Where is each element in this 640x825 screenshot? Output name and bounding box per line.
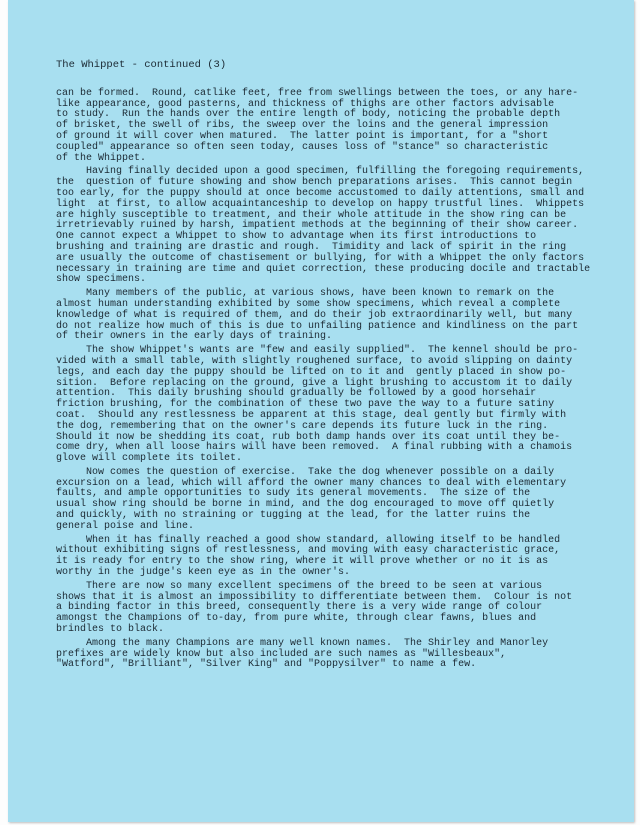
text-line: of ground it will cover when matured. The latter point is important, for a "short [56,130,549,142]
text-line: vided with a small table, with slightly roughened surface, to avoid slipping on dainty [56,355,573,367]
text-line: The show Whippet's wants are "few and easily supplied". The kennel should be pro- [56,345,579,357]
text-line: are usually the outcome of chastisement or bullying, for with a Whippet the only factors [56,252,585,264]
text-line: to study. Run the hands over the entire length of body, noticing the probable depth [56,109,561,121]
paragraph [56,468,616,533]
text-line: excursion on a lead, which will afford the owner many chances to deal with elementary [56,477,567,489]
paragraph [56,289,616,343]
paragraph [56,89,616,165]
document-heading: The Whippet - continued (3) [56,59,227,71]
text-line: come dry, when all loose hairs will have been removed. A final rubbing with a chamois [56,442,573,454]
text-line: shows that it is almost an impossibility to differentiate between them. Colour is not [56,591,573,603]
text-line: coupled" appearance so often seen today, causes loss of "stance" so characteristic [56,141,549,153]
text-line: are highly susceptible to treatment, and their whole attitude in the show ring can be [56,209,567,221]
text-line: too early, for the puppy should at once become accustomed to daily attentions, small and [56,187,585,199]
text-line: the question of future showing and show bench preparations arises. This cannot begin [56,177,573,189]
text-line: of the Whippet. [56,152,147,164]
text-line: attention. This daily brushing should gradually be followed by a good horsehair [56,388,537,400]
text-line: friction brushing, for the combination of these two pave the way to a future satiny [56,399,555,411]
paragraph [56,639,616,671]
text-line: knowledge of what is required of them, and do their job extraordinarily well, but many [56,309,573,321]
text-line: necessary in training are time and quiet correction, these producing docile and tractable [56,263,591,275]
text-line: "Watford", "Brilliant", "Silver King" and "Poppysilver" to name a few. [56,659,477,671]
text-line: general poise and line. [56,520,195,532]
text-line: glove will complete its toilet. [56,453,243,465]
text-line: irretrievably ruined by harsh, impatient methods at the beginning of their show career. [56,220,579,232]
text-line: Among the many Champions are many well known names. The Shirley and Manorley [56,637,549,649]
paragraph [56,346,616,465]
paragraph [56,582,616,636]
text-line: faults, and ample opportunities to sudy its general movements. The size of the [56,488,531,500]
text-line: show specimens. [56,274,147,286]
text-line: of their owners in the early days of training. [56,331,333,343]
paragraph [56,167,616,286]
paper-sheet [8,0,634,822]
text-line: do not realize how much of this is due to unfailing patience and kindliness on the part [56,320,579,332]
text-line: prefixes are widely know but also included are such names as "Willesbeaux", [56,648,507,660]
text-line: brushing and training are drastic and rough. Timidity and lack of spirit in the ring [56,241,567,253]
text-line: brindles to black. [56,624,165,636]
text-line: When it has finally reached a good show standard, allowing itself to be handled [56,534,561,546]
text-line: the dog, remembering that on the owner's care depends its future luck in the ring. [56,420,549,432]
document-body [56,60,616,674]
text-line: worthy in the judge's keen eye as in the owner's. [56,567,351,579]
text-line: There are now so many excellent specimens of the breed to be seen at various [56,580,543,592]
text-line: Should it now be shedding its coat, rub both damp hands over its coat until they be- [56,431,561,443]
text-line: of brisket, the swell of ribs, the sweep over the loins and the general impression [56,120,549,132]
text-line: and quickly, with no straining or tugging at the lead, for the latter ruins the [56,510,531,522]
text-line: a binding factor in this breed, consequently there is a very wide range of colour [56,602,543,614]
text-line: light at first, to allow acquaintanceship to develop on happy trustful lines. Whippets [56,198,585,210]
text-line: like appearance, good pasterns, and thickness of thighs are other factors advisable [56,98,555,110]
text-line: legs, and each day the puppy should be lifted on to it and gently placed in show po- [56,366,567,378]
text-line: without exhibiting signs of restlessness, and moving with easy characteristic grace, [56,545,561,557]
text-line: One cannot expect a Whippet to show to advantage when its first introductions to [56,231,537,243]
paragraph-container [56,89,616,671]
text-line: can be formed. Round, catlike feet, free from swellings between the toes, or any hare- [56,87,579,99]
text-line: sition. Before replacing on the ground, give a light brushing to accustom it to daily [56,377,573,389]
text-line: it is ready for entry to the show ring, where it will prove whether or no it is as [56,556,549,568]
text-line: usual show ring should be borne in mind, and the dog encouraged to move off quietly [56,499,555,511]
text-line: coat. Should any restlessness be apparent at this stage, deal gently but firmly with [56,409,567,421]
text-line: Having finally decided upon a good specimen, fulfilling the foregoing requirements, [56,166,585,178]
text-line: almost human understanding exhibited by some show specimens, which reveal a complete [56,298,561,310]
text-line: Now comes the question of exercise. Take the dog whenever possible on a daily [56,466,555,478]
text-line: amongst the Champions of to-day, from pure white, through clear fawns, blues and [56,613,537,625]
paragraph [56,536,616,579]
text-line: Many members of the public, at various shows, have been known to remark on the [56,288,555,300]
